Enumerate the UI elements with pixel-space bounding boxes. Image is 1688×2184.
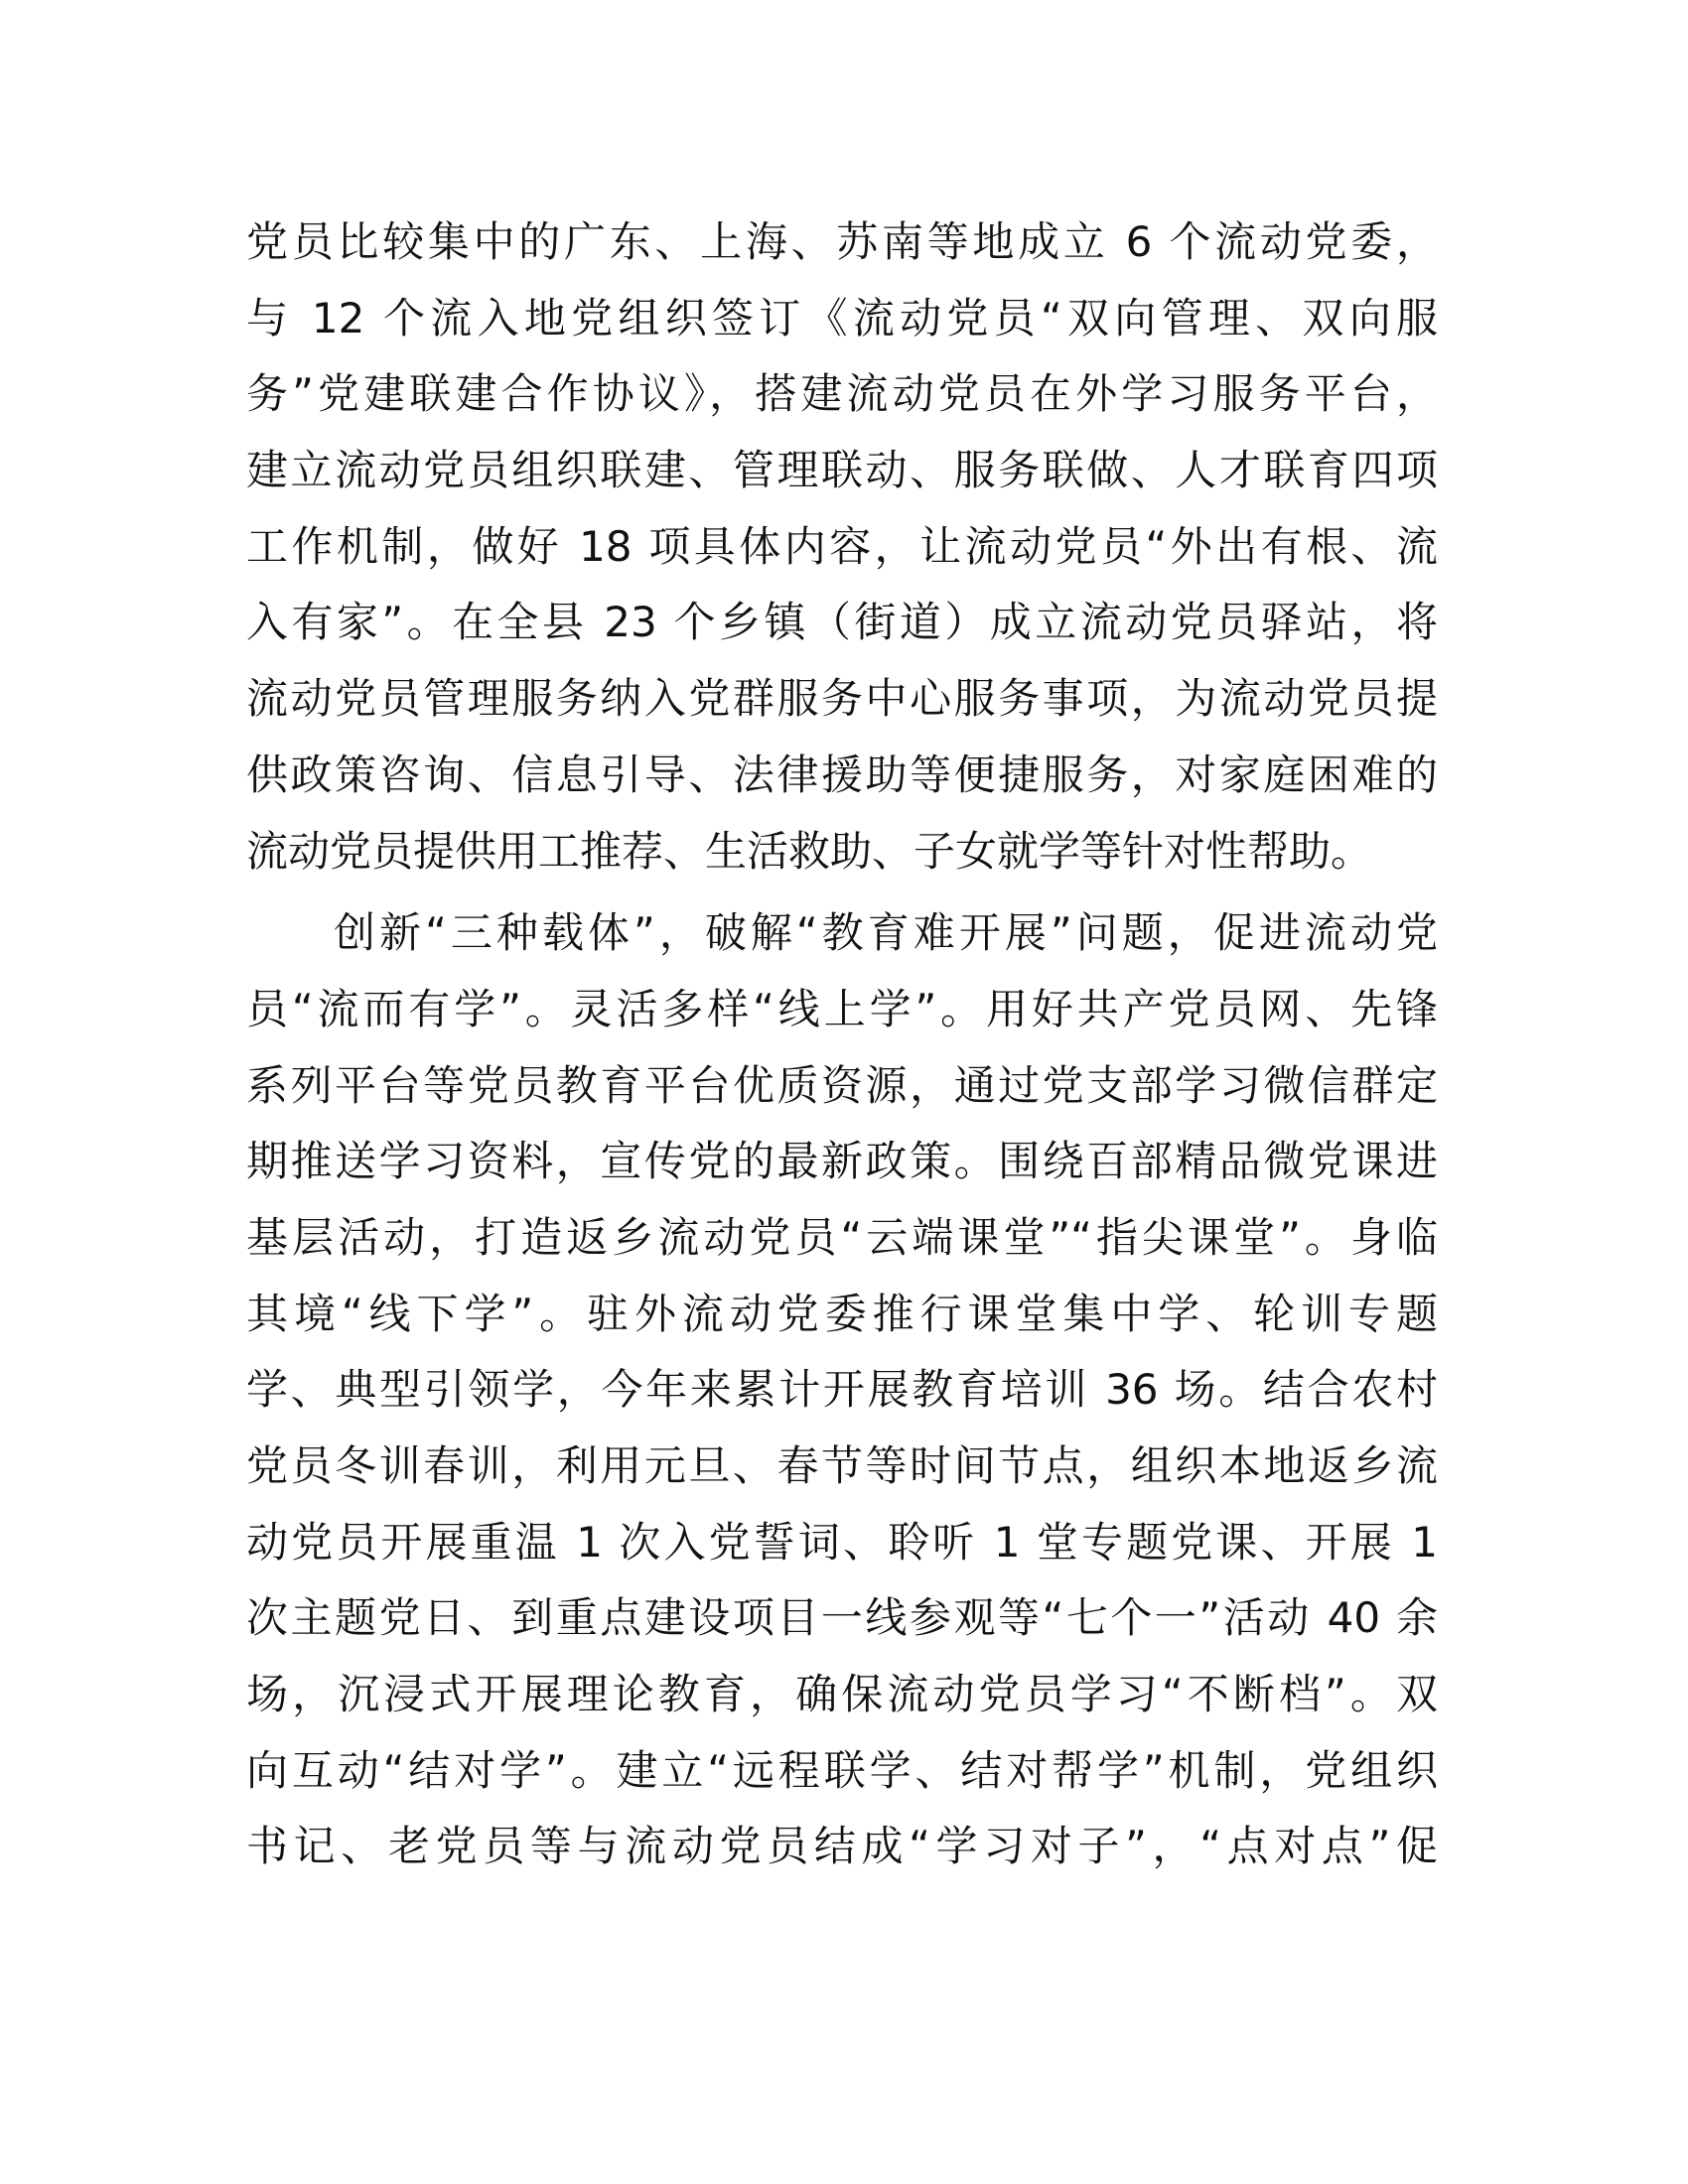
text-line: 与 12 个流入地党组织签订《流动党员“双向管理、双向服 bbox=[246, 293, 1438, 342]
paragraph-1 bbox=[246, 205, 1438, 889]
text-line: 向互动“结对学”。建立“远程联学、结对帮学”机制，党组织 bbox=[246, 1745, 1438, 1795]
text-line: 期推送学习资料，宣传党的最新政策。围绕百部精品微党课进 bbox=[246, 1137, 1438, 1186]
text-line: 入有家”。在全县 23 个乡镇（街道）成立流动党员驿站，将 bbox=[246, 598, 1438, 647]
text-line: 动党员开展重温 1 次入党誓词、聆听 1 堂专题党课、开展 1 bbox=[246, 1517, 1438, 1567]
text-line: 场，沉浸式开展理论教育，确保流动党员学习“不断档”。双 bbox=[246, 1670, 1438, 1719]
text-line: 党员冬训春训，利用元旦、春节等时间节点，组织本地返乡流 bbox=[246, 1441, 1438, 1490]
text-line: 建立流动党员组织联建、管理联动、服务联做、人才联育四项 bbox=[246, 446, 1438, 495]
text-line: 书记、老党员等与流动党员结成“学习对子”，“点对点”促 bbox=[246, 1822, 1438, 1871]
text-line: 党员比较集中的广东、上海、苏南等地成立 6 个流动党委， bbox=[246, 217, 1438, 266]
body-text bbox=[246, 205, 1438, 1885]
text-line: 基层活动，打造返乡流动党员“云端课堂”“指尖课堂”。身临 bbox=[246, 1212, 1438, 1262]
text-line: 创新“三种载体”，破解“教育难开展”问题，促进流动党 bbox=[334, 908, 1438, 958]
text-line: 工作机制，做好 18 项具体内容，让流动党员“外出有根、流 bbox=[246, 521, 1438, 571]
text-line: 供政策咨询、信息引导、法律援助等便捷服务，对家庭困难的 bbox=[246, 750, 1438, 799]
text-line: 次主题党日、到重点建设项目一线参观等“七个一”活动 40 余 bbox=[246, 1593, 1438, 1643]
text-line: 其境“线下学”。驻外流动党委推行课堂集中学、轮训专题 bbox=[246, 1289, 1438, 1338]
text-line: 流动党员管理服务纳入党群服务中心服务事项，为流动党员提 bbox=[246, 674, 1438, 724]
text-line: 员“流而有学”。灵活多样“线上学”。用好共产党员网、先锋 bbox=[246, 984, 1438, 1033]
text-line: 系列平台等党员教育平台优质资源，通过党支部学习微信群定 bbox=[246, 1060, 1438, 1110]
text-line: 务”党建联建合作协议》，搭建流动党员在外学习服务平台， bbox=[246, 369, 1438, 419]
paragraph-2 bbox=[246, 895, 1438, 1885]
text-line: 学、典型引领学，今年来累计开展教育培训 36 场。结合农村 bbox=[246, 1365, 1438, 1415]
text-line: 流动党员提供用工推荐、生活救助、子女就学等针对性帮助。 bbox=[246, 826, 1373, 876]
